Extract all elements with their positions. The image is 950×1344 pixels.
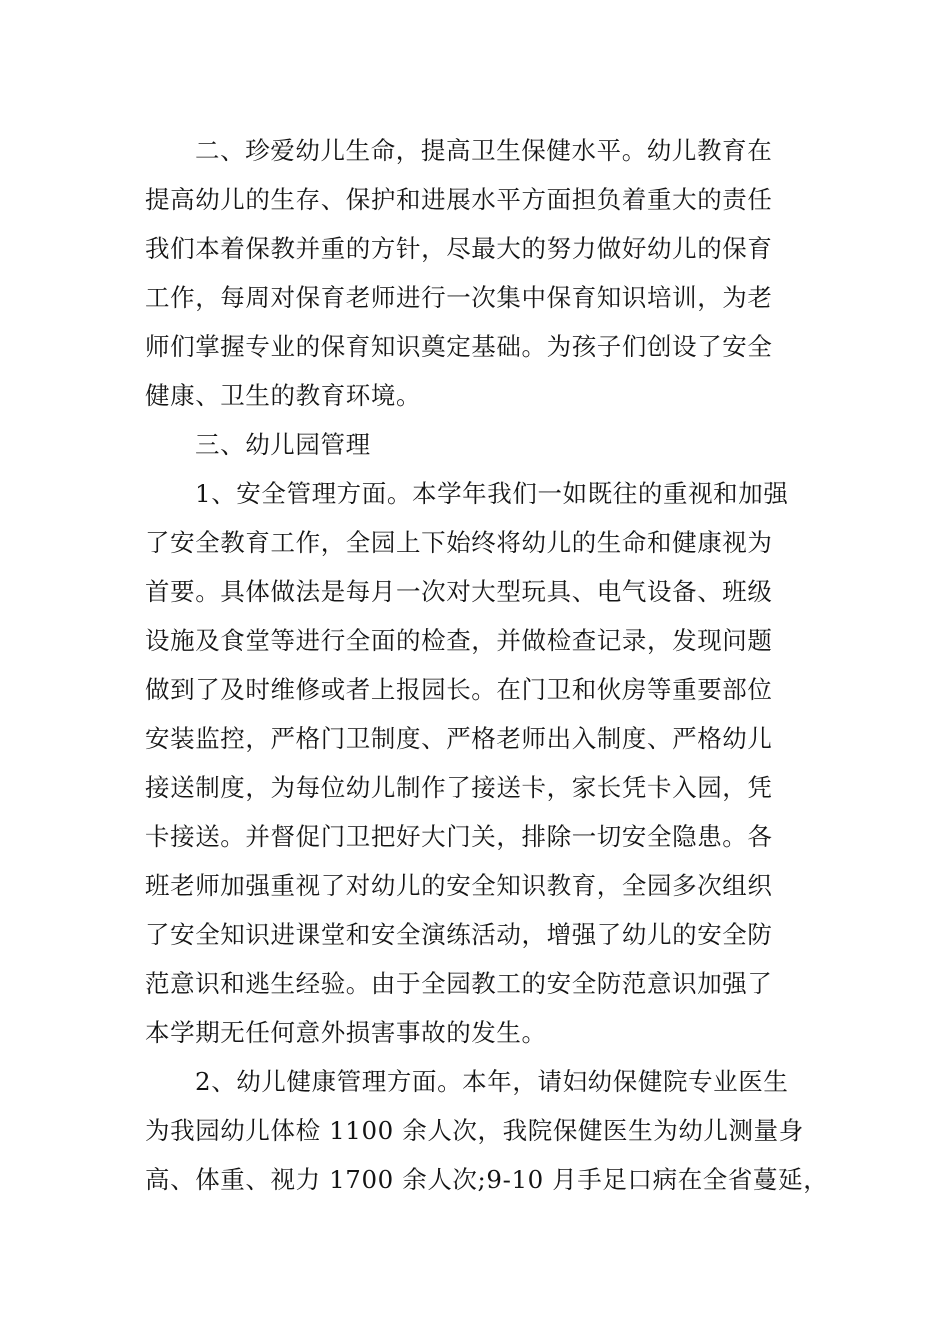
text-line-12: 做到了及时维修或者上报园长。在门卫和伙房等重要部位 <box>145 675 773 704</box>
section-heading: 三、幼儿园管理 <box>195 430 371 459</box>
text-line-19: 本学期无任何意外损害事故的发生。 <box>145 1018 547 1047</box>
text-line-22: 高、体重、视力 1700 余人次;9-10 月手足口病在全省蔓延， <box>145 1165 829 1194</box>
text-line-14: 接送制度，为每位幼儿制作了接送卡，家长凭卡入园，凭 <box>145 773 773 802</box>
text-line-16: 班老师加强重视了对幼儿的安全知识教育，全园多次组织 <box>145 871 773 900</box>
text-line-10: 首要。具体做法是每月一次对大型玩具、电气设备、班级 <box>145 577 773 606</box>
text-line-18: 范意识和逃生经验。由于全园教工的安全防范意识加强了 <box>145 969 773 998</box>
text-line-21: 为我园幼儿体检 1100 余人次，我院保健医生为幼儿测量身 <box>145 1116 804 1145</box>
text-line-20: 2、幼儿健康管理方面。本年，请妇幼保健院专业医生 <box>195 1067 789 1096</box>
text-line-6: 健康、卫生的教育环境。 <box>145 381 422 410</box>
text-line-9: 了安全教育工作，全园上下始终将幼儿的生命和健康视为 <box>145 528 773 557</box>
text-line-11: 设施及食堂等进行全面的检查，并做检查记录，发现问题 <box>145 626 773 655</box>
text-line-5: 师们掌握专业的保育知识奠定基础。为孩子们创设了安全 <box>145 332 773 361</box>
text-line-17: 了安全知识进课堂和安全演练活动，增强了幼儿的安全防 <box>145 920 773 949</box>
text-line-3: 我们本着保教并重的方针，尽最大的努力做好幼儿的保育 <box>145 234 773 263</box>
text-line-8: 1、安全管理方面。本学年我们一如既往的重视和加强 <box>195 479 789 508</box>
document-body <box>145 126 829 1204</box>
text-line-4: 工作，每周对保育老师进行一次集中保育知识培训，为老 <box>145 283 773 312</box>
text-line-1: 二、珍爱幼儿生命，提高卫生保健水平。幼儿教育在 <box>195 136 773 165</box>
text-line-15: 卡接送。并督促门卫把好大门关，排除一切安全隐患。各 <box>145 822 773 851</box>
text-line-13: 安装监控，严格门卫制度、严格老师出入制度、严格幼儿 <box>145 724 773 753</box>
text-line-2: 提高幼儿的生存、保护和进展水平方面担负着重大的责任 <box>145 185 773 214</box>
